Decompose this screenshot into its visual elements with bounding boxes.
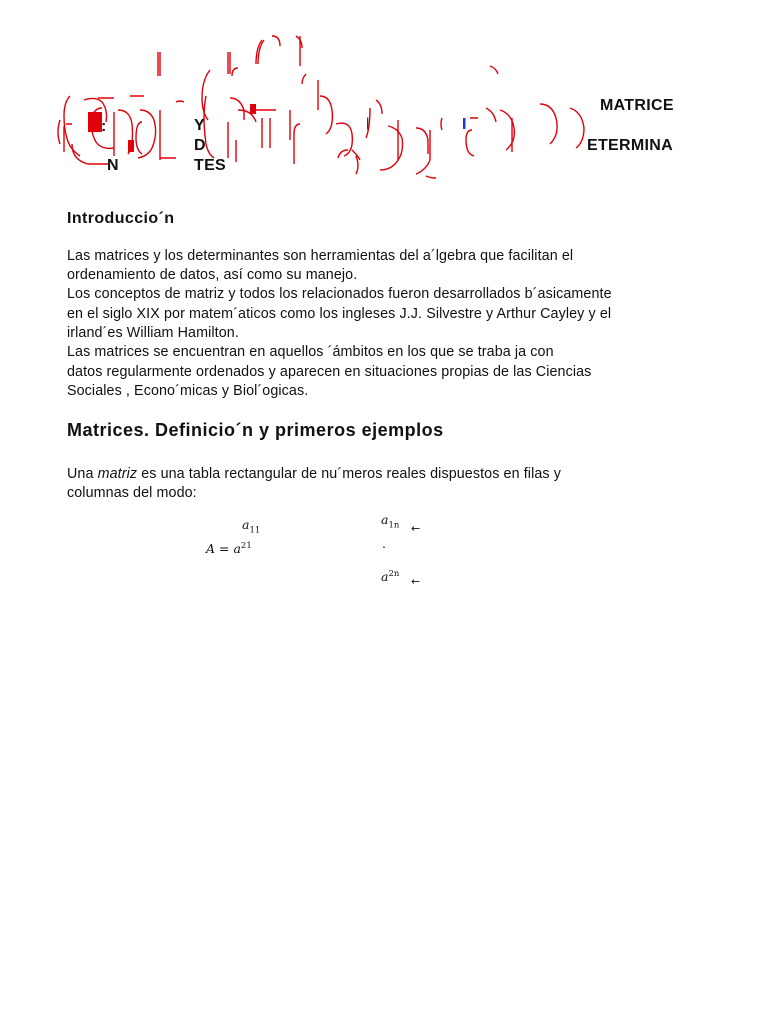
section-line-2: columnas del modo: <box>67 485 197 501</box>
intro-line-6: Las matrices se encuentran en aquellos ´ámbitos en los que se traba ja con <box>67 344 554 360</box>
title-fragment-etermina: ETERMINA <box>587 137 673 154</box>
matrix-entry-a11-base: a <box>242 517 250 532</box>
matrix-entry-a2n-sup: 2n <box>388 569 400 579</box>
matrix-entry-a1n-base: a <box>381 512 389 527</box>
title-fragment-y: Y <box>194 117 205 134</box>
intro-line-2: ordenamiento de datos, así como su manejo. <box>67 267 358 283</box>
intro-line-4: en el siglo XIX por matem´aticos como los ingleses J.J. Silvestre y Arthur Cayley y el <box>67 306 612 322</box>
matrix-equation <box>206 542 252 556</box>
intro-line-5: irland´es William Hamilton. <box>67 325 239 341</box>
intro-line-1: Las matrices y los determinantes son herramientas del a´lgebra que facilitan el <box>67 248 574 264</box>
title-fragment-n: N <box>107 157 119 174</box>
arrow-left-icon: ← <box>411 522 421 535</box>
section-line-1 <box>67 467 561 481</box>
matrix-entry-a11-sub: 11 <box>249 525 261 536</box>
term-matriz: matriz <box>97 466 138 482</box>
title-fragment-tes: TES <box>194 157 227 174</box>
matrix-entry-a2n <box>381 570 399 584</box>
section-line-1-post: es una tabla rectangular de nu´meros reales dispuestos en filas y <box>137 466 561 482</box>
matrix-dot: . <box>382 536 386 551</box>
intro-line-7: datos regularmente ordenados y aparecen en situaciones propias de las Ciencias <box>67 364 592 380</box>
title-fragment-bar: | <box>366 115 370 130</box>
matrix-entry-a11 <box>242 519 260 535</box>
intro-line-3: Los conceptos de matriz y todos los relacionados fueron desarrollados b´asicamente <box>67 286 612 302</box>
matrix-lhs: A = <box>206 541 234 557</box>
arrow-left-icon: ← <box>411 575 421 588</box>
matrix-entry-a1n-sub: 1n <box>388 520 400 531</box>
matrix-entry-a2n-base: a <box>381 569 389 585</box>
section-heading: Matrices. Definicio´n y primeros ejemplos <box>67 420 444 440</box>
matrix-entry-a1n <box>381 514 399 530</box>
title-fragment-colon: : <box>101 118 107 135</box>
matrix-entry-a21-base: a <box>233 541 241 557</box>
matrix-entry-a21-sup: 21 <box>240 541 252 551</box>
title-fragment-matrice: MATRICE <box>600 97 674 114</box>
title-fragment-d: D <box>194 137 206 154</box>
section-line-1-pre: Una <box>67 466 98 482</box>
intro-heading: Introduccio´n <box>67 210 175 227</box>
intro-line-8: Sociales , Econo´micas y Biol´ogicas. <box>67 383 309 399</box>
